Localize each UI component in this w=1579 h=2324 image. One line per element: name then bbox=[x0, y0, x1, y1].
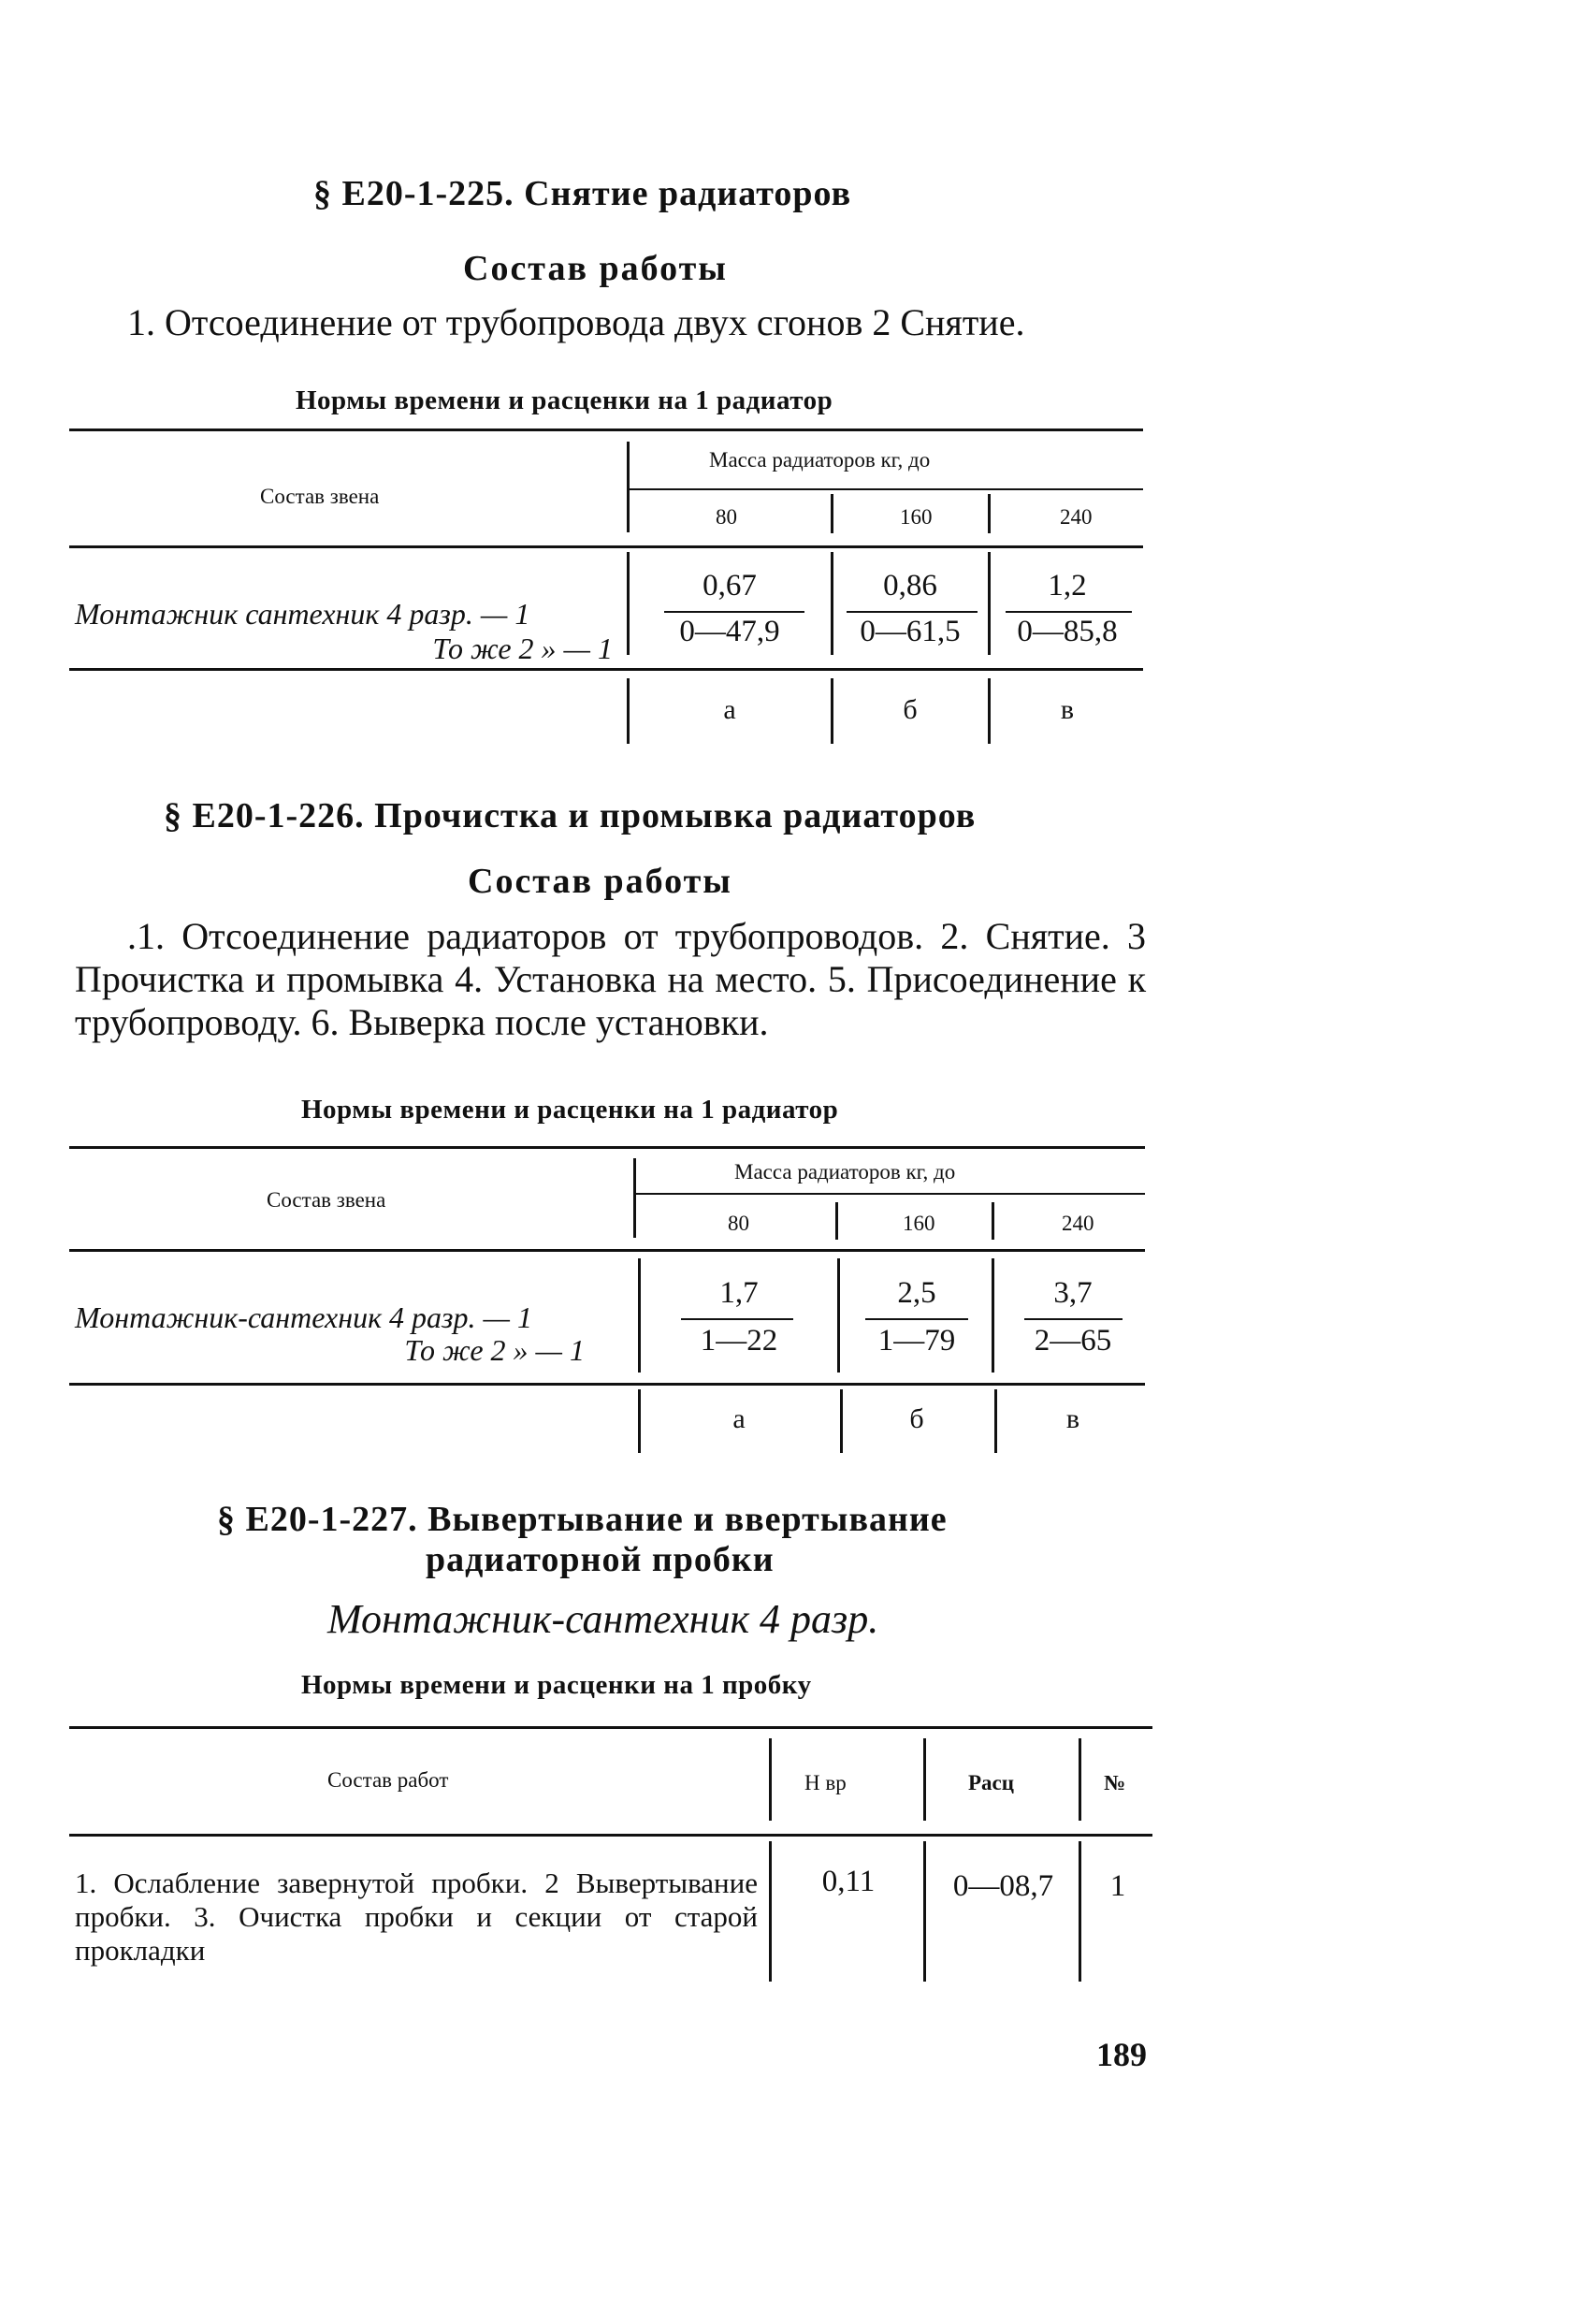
page-number: 189 bbox=[1096, 2036, 1147, 2073]
norm-b: 2,5 bbox=[897, 1276, 936, 1310]
section-226-composition-text: .1. Отсоединение радиаторов от трубопроводов. 2. Снятие. 3 Прочистка и промывка 4. Установка на место. 5. Присоединение к трубопроводу. 6. Выверка после установки. bbox=[75, 915, 1146, 1043]
section-225-title: § Е20-1-225. Снятие радиаторов bbox=[313, 174, 852, 213]
row-label-2: То же 2 » — 1 bbox=[432, 632, 613, 665]
table-row-text: 1. Ослабление завернутой пробки. 2 Вывертывание пробки. 3. Очистка пробки и секции от старой прокладки bbox=[75, 1866, 758, 1967]
header-h-vr: Н вр bbox=[804, 1771, 847, 1794]
mass-col-160: 160 bbox=[903, 1212, 935, 1235]
price-a: 1—22 bbox=[700, 1324, 778, 1358]
price-b: 0—61,5 bbox=[860, 615, 961, 648]
norm-a: 1,7 bbox=[719, 1276, 759, 1310]
norm-a: 0,67 bbox=[703, 569, 757, 603]
col-letter-c: в bbox=[1060, 694, 1075, 725]
section-225-composition-text: 1. Отсоединение от трубопровода двух сгонов 2 Снятие. bbox=[127, 301, 1025, 343]
col-letter-b: б bbox=[909, 1403, 924, 1434]
col-letter-b: б bbox=[903, 694, 918, 725]
norm-b: 0,86 bbox=[883, 569, 937, 603]
section-227-title-line1: § Е20-1-227. Вывертывание и ввертывание bbox=[217, 1500, 948, 1539]
mass-col-80: 80 bbox=[716, 505, 737, 529]
header-num: № bbox=[1104, 1771, 1126, 1794]
row-label-1: Монтажник-сантехник 4 разр. — 1 bbox=[75, 1300, 532, 1334]
section-226-composition-title: Состав работы bbox=[468, 862, 732, 901]
norm-c: 1,2 bbox=[1048, 569, 1087, 603]
norm-c: 3,7 bbox=[1053, 1276, 1093, 1310]
section-227-worker: Монтажник-сантехник 4 разр. bbox=[327, 1596, 879, 1642]
col-letter-a: а bbox=[732, 1403, 746, 1434]
table-header-mass: Масса радиаторов кг, до bbox=[734, 1160, 956, 1184]
price-c: 0—85,8 bbox=[1017, 615, 1118, 648]
header-rasc: Расц bbox=[968, 1771, 1015, 1794]
row-label-1: Монтажник сантехник 4 разр. — 1 bbox=[75, 597, 530, 631]
mass-col-240: 240 bbox=[1060, 505, 1093, 529]
cell-num: 1 bbox=[1109, 1869, 1126, 1903]
col-letter-c: в bbox=[1065, 1403, 1080, 1434]
price-b: 1—79 bbox=[877, 1324, 956, 1358]
cell-h-vr: 0,11 bbox=[821, 1865, 876, 1898]
section-225-composition-title: Состав работы bbox=[463, 249, 728, 288]
price-a: 0—47,9 bbox=[679, 615, 780, 648]
section-226-norms-caption: Нормы времени и расценки на 1 радиатор bbox=[301, 1095, 839, 1125]
table-header-crew: Состав звена bbox=[267, 1188, 386, 1212]
header-work: Состав работ bbox=[327, 1768, 449, 1792]
mass-col-160: 160 bbox=[900, 505, 933, 529]
mass-col-80: 80 bbox=[728, 1212, 749, 1235]
row-label-2: То же 2 » — 1 bbox=[404, 1333, 585, 1367]
cell-rasc: 0—08,7 bbox=[952, 1869, 1054, 1903]
section-226-title: § Е20-1-226. Прочистка и промывка радиаторов bbox=[164, 796, 977, 835]
section-225-norms-caption: Нормы времени и расценки на 1 радиатор bbox=[296, 385, 833, 415]
table-header-crew: Состав звена bbox=[260, 485, 380, 508]
price-c: 2—65 bbox=[1034, 1324, 1112, 1358]
section-227-norms-caption: Нормы времени и расценки на 1 пробку bbox=[301, 1670, 812, 1700]
section-227-title-line2: радиаторной пробки bbox=[426, 1540, 775, 1579]
col-letter-a: а bbox=[723, 694, 736, 725]
table-header-mass: Масса радиаторов кг, до bbox=[709, 448, 931, 472]
mass-col-240: 240 bbox=[1062, 1212, 1094, 1235]
